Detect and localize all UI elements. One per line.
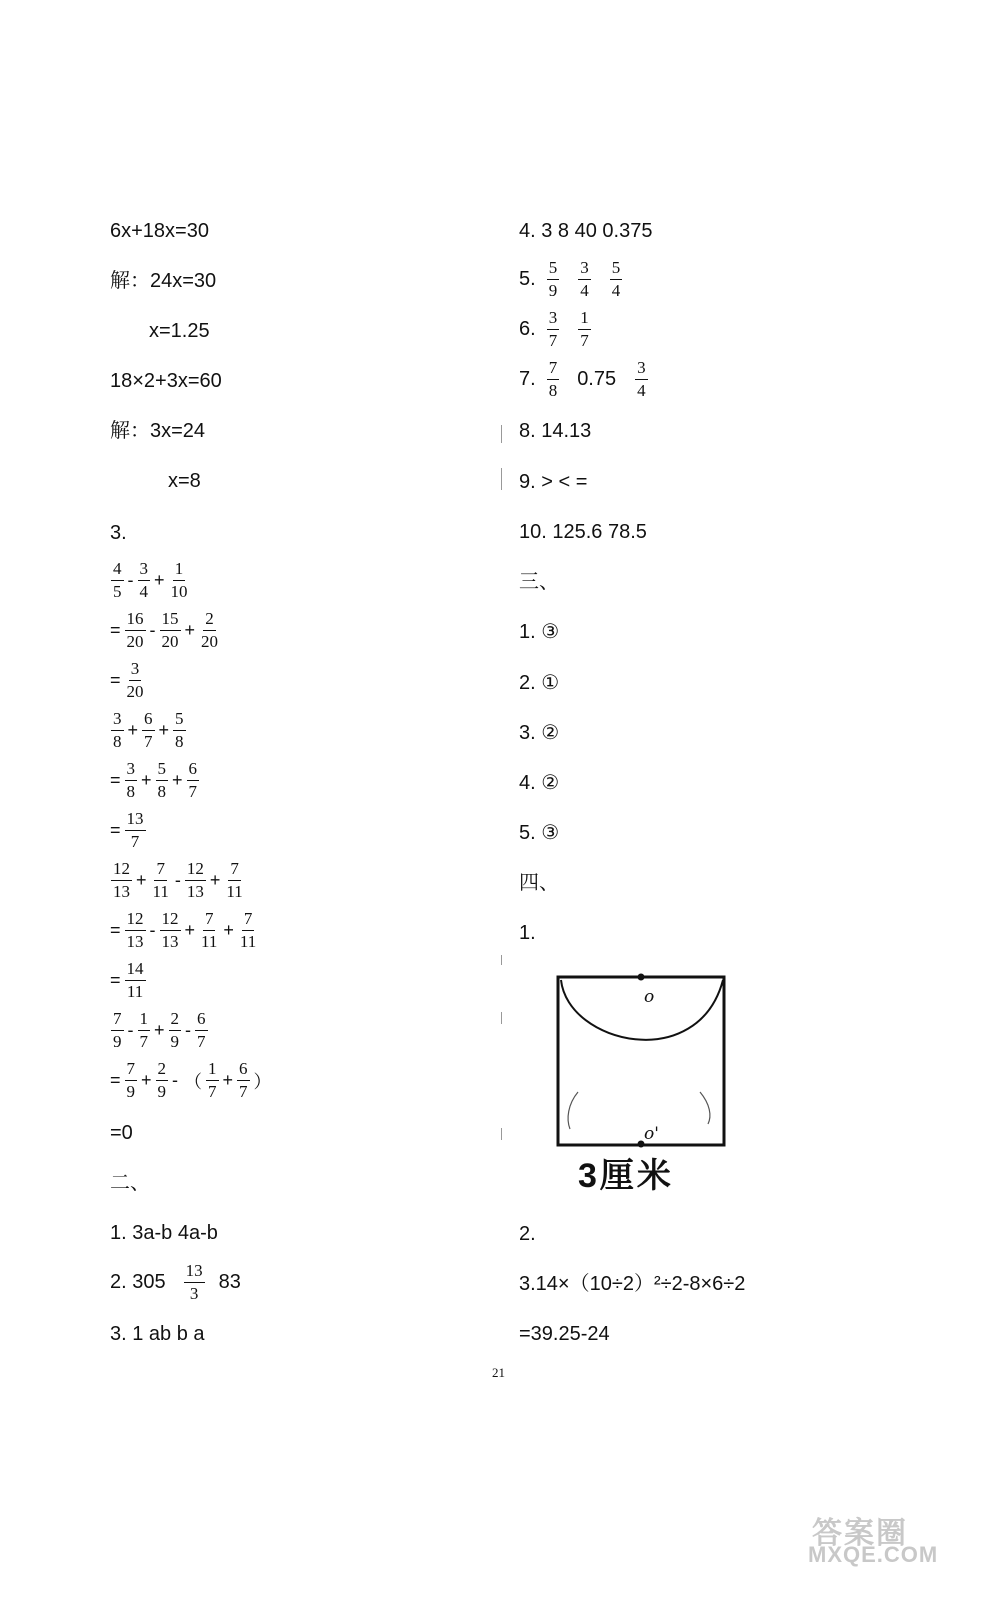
fraction: $\frac{3}{7}$	[548, 308, 558, 350]
fraction: $\frac{3}{8}$	[126, 759, 136, 801]
figure-caption: 3厘米	[578, 1157, 674, 1195]
fraction-expression: = $\frac{14}{11}$	[110, 959, 144, 1001]
center-label: o	[644, 987, 655, 1007]
fraction: $\frac{5}{8}$	[175, 709, 184, 751]
watermark: 答案圈	[812, 1517, 908, 1550]
section-heading: 四、	[519, 872, 559, 894]
calculation-line: =39.25-24	[519, 1323, 610, 1345]
fraction: $\frac{12}{13}$	[113, 859, 130, 901]
fraction-expression: = $\frac{3}{8}$ + $\frac{5}{8}$ + $\frac{6}{7}$	[110, 759, 198, 801]
watermark: MXQE.COM	[808, 1542, 939, 1567]
center-point	[638, 974, 645, 981]
fraction: $\frac{1}{10}$	[170, 559, 188, 601]
question-number: 2.	[519, 1223, 536, 1245]
section-heading: 二、	[110, 1172, 150, 1194]
fraction: $\frac{7}{9}$	[113, 1009, 122, 1051]
scan-mark	[501, 955, 502, 965]
choice-answer: 3. ②	[519, 722, 560, 744]
fraction-expression: $\frac{12}{13}$ + $\frac{7}{11}$ - $\frac{12}{13}$ + $\frac{7}{11}$	[113, 859, 243, 901]
equation-line: 18×2+3x=60	[110, 370, 222, 392]
answer-line: 7. $\frac{7}{8}$ 0.75 $\frac{3}{4}$	[519, 358, 646, 400]
square-outline	[558, 977, 724, 1145]
fraction: $\frac{12}{13}$	[126, 909, 144, 951]
fraction: $\frac{12}{13}$	[161, 909, 179, 951]
fraction: $\frac{7}{9}$	[126, 1059, 136, 1101]
solution-line: x=1.25	[149, 320, 210, 342]
fraction: $\frac{6}{7}$	[144, 709, 153, 751]
scan-mark	[501, 1012, 502, 1024]
fraction: $\frac{3}{4}$	[139, 559, 148, 601]
result-line: =0	[110, 1122, 133, 1144]
geometry-figure	[548, 964, 738, 1154]
solution-line: x=8	[168, 470, 201, 492]
fraction: $\frac{3}{4}$	[637, 358, 646, 400]
fraction: $\frac{2}{20}$	[201, 609, 219, 651]
fraction: $\frac{6}{7}$	[197, 1009, 206, 1051]
fraction: $\frac{7}{11}$	[152, 859, 169, 901]
page-number: 21	[492, 1365, 505, 1380]
solution-line: 解：3x=24	[110, 420, 206, 442]
calculation-line: 3.14×（10÷2）²÷2-8×6÷2	[519, 1273, 746, 1295]
scan-mark	[501, 1128, 502, 1140]
answer-line: 2. 305 $\frac{13}{3}$ 83	[110, 1261, 241, 1303]
choice-answer: 2. ①	[519, 672, 560, 694]
answer-line: 8. 14.13	[519, 420, 592, 442]
fraction: $\frac{2}{9}$	[170, 1009, 180, 1051]
fraction: $\frac{7}{8}$	[548, 358, 558, 400]
answer-line: 9. > < =	[519, 471, 588, 493]
question-number: 3.	[110, 522, 127, 544]
fraction: $\frac{7}{11}$	[226, 859, 243, 901]
fraction: $\frac{4}{5}$	[113, 559, 122, 601]
fraction: $\frac{5}{8}$	[157, 759, 167, 801]
fraction-expression: = $\frac{16}{20}$ - $\frac{15}{20}$ + $\frac{2}{20}$	[110, 609, 219, 651]
fraction: $\frac{13}{7}$	[126, 809, 144, 851]
choice-answer: 5. ③	[519, 822, 560, 844]
fraction: $\frac{3}{20}$	[126, 659, 144, 701]
fraction: $\frac{6}{7}$	[239, 1059, 248, 1101]
fraction-expression: = $\frac{3}{20}$	[110, 659, 144, 701]
answer-line: 1. 3a-b 4a-b	[110, 1222, 218, 1244]
fraction: $\frac{12}{13}$	[186, 859, 204, 901]
fraction-expression: $\frac{7}{9}$ - $\frac{1}{7}$ + $\frac{2}{9}$ - $\frac{6}{7}$	[113, 1009, 206, 1051]
sketch-arc-right	[700, 1092, 710, 1124]
fraction: $\frac{3}{4}$	[580, 258, 589, 300]
fraction: $\frac{7}{11}$	[239, 909, 257, 951]
fraction: $\frac{15}{20}$	[161, 609, 179, 651]
fraction: $\frac{1}{7}$	[139, 1009, 148, 1051]
fraction: $\frac{5}{4}$	[611, 258, 621, 300]
fraction: $\frac{14}{11}$	[126, 959, 144, 1001]
answer-line: 3. 1 ab b a	[110, 1323, 205, 1345]
sketch-arc-left	[568, 1092, 578, 1129]
scan-mark	[501, 425, 502, 443]
question-number: 1.	[519, 922, 536, 944]
fraction: $\frac{7}{11}$	[201, 909, 218, 951]
scan-mark	[501, 468, 502, 490]
semicircle-arc	[561, 980, 723, 1040]
center-label: o'	[644, 1124, 659, 1144]
section-heading: 三、	[519, 571, 559, 593]
fraction-expression: = $\frac{13}{7}$	[110, 809, 144, 851]
fraction: $\frac{3}{8}$	[113, 709, 122, 751]
fraction: $\frac{5}{9}$	[548, 258, 558, 300]
fraction: $\frac{2}{9}$	[157, 1059, 167, 1101]
fraction: $\frac{13}{3}$	[185, 1261, 203, 1303]
choice-answer: 4. ②	[519, 772, 560, 794]
fraction-expression: = $\frac{12}{13}$ - $\frac{12}{13}$ + $\frac{7}{11}$ + $\frac{7}{11}$	[110, 909, 257, 951]
answer-line: 6. $\frac{3}{7}$ $\frac{1}{7}$	[519, 308, 589, 350]
fraction: $\frac{1}{7}$	[208, 1059, 217, 1101]
answer-line: 10. 125.6 78.5	[519, 521, 647, 543]
fraction-expression: = $\frac{7}{9}$ + $\frac{2}{9}$ - （ $\frac{1}{7}$ + $\frac{6}{7}$ ）	[110, 1059, 272, 1101]
answer-line: 5. $\frac{5}{9}$ $\frac{3}{4}$ $\frac{5}{4}$	[519, 258, 621, 300]
fraction-expression: $\frac{4}{5}$ - $\frac{3}{4}$ + $\frac{1}{10}$	[113, 559, 188, 601]
fraction: $\frac{6}{7}$	[188, 759, 198, 801]
choice-answer: 1. ③	[519, 621, 560, 643]
answer-line: 4. 3 8 40 0.375	[519, 220, 653, 242]
fraction-expression: $\frac{3}{8}$ + $\frac{6}{7}$ + $\frac{5}{8}$	[113, 709, 184, 751]
fraction: $\frac{1}{7}$	[580, 308, 589, 350]
equation-line: 6x+18x=30	[110, 220, 209, 242]
fraction: $\frac{16}{20}$	[126, 609, 144, 651]
solution-line: 解：24x=30	[110, 270, 217, 292]
